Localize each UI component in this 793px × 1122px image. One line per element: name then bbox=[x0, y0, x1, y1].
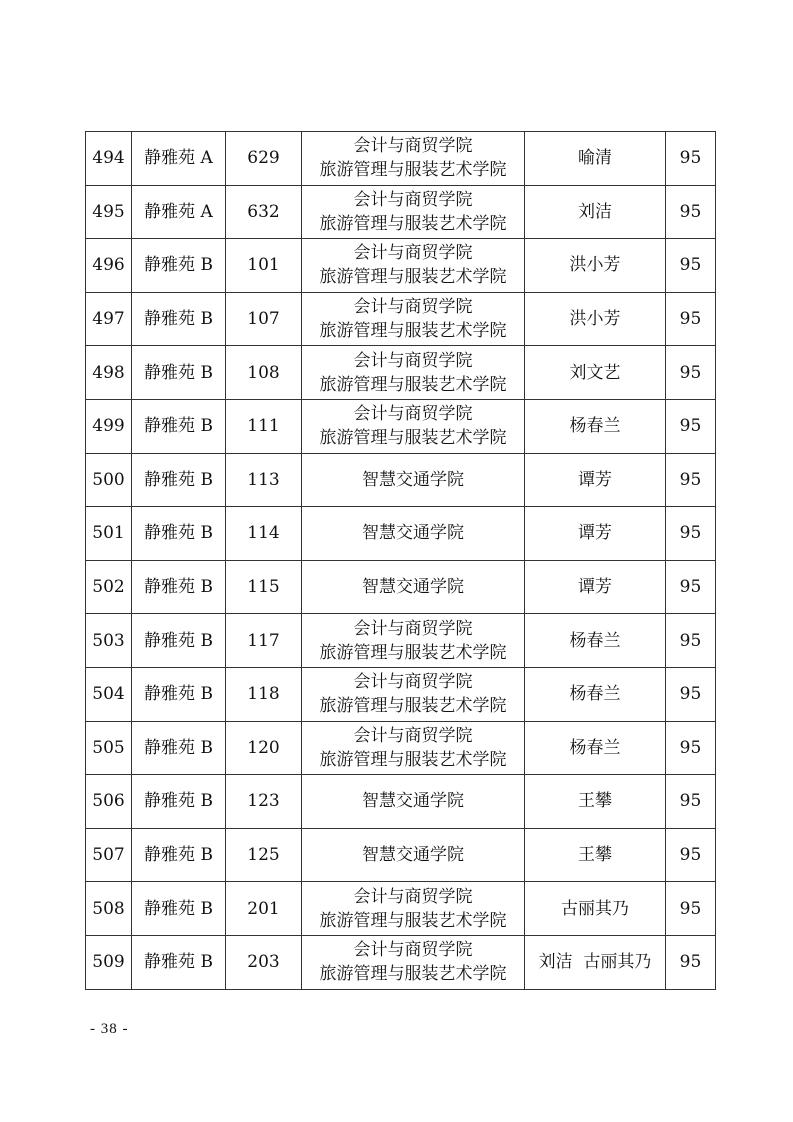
department-line: 旅游管理与服装艺术学院 bbox=[319, 696, 507, 717]
building-cell: 静雅苑 B bbox=[132, 721, 226, 775]
responsible-person-cell: 洪小芳 bbox=[525, 239, 666, 293]
score-cell: 95 bbox=[666, 775, 716, 829]
room-number-cell: 201 bbox=[226, 882, 302, 936]
department-line: 会计与商贸学院 bbox=[353, 618, 473, 639]
department-line: 会计与商贸学院 bbox=[353, 404, 473, 425]
row-number-cell: 503 bbox=[86, 614, 132, 668]
row-number-cell: 500 bbox=[86, 453, 132, 507]
department-cell bbox=[302, 560, 525, 614]
department-cell bbox=[302, 507, 525, 561]
score-cell: 95 bbox=[666, 507, 716, 561]
building-cell: 静雅苑 B bbox=[132, 453, 226, 507]
department-line: 智慧交通学院 bbox=[362, 791, 464, 812]
score-cell: 95 bbox=[666, 560, 716, 614]
building-cell: 静雅苑 A bbox=[132, 132, 226, 186]
score-cell: 95 bbox=[666, 185, 716, 239]
row-number-cell: 504 bbox=[86, 667, 132, 721]
building-cell: 静雅苑 A bbox=[132, 185, 226, 239]
table-row bbox=[86, 185, 716, 239]
score-cell: 95 bbox=[666, 399, 716, 453]
row-number-cell: 496 bbox=[86, 239, 132, 293]
row-number-cell: 501 bbox=[86, 507, 132, 561]
responsible-person-cell: 古丽其乃 bbox=[525, 882, 666, 936]
building-cell: 静雅苑 B bbox=[132, 935, 226, 989]
table-row bbox=[86, 507, 716, 561]
score-cell: 95 bbox=[666, 453, 716, 507]
row-number-cell: 509 bbox=[86, 935, 132, 989]
score-cell: 95 bbox=[666, 667, 716, 721]
row-number-cell: 508 bbox=[86, 882, 132, 936]
table-row bbox=[86, 399, 716, 453]
row-number-cell: 497 bbox=[86, 292, 132, 346]
department-line: 旅游管理与服装艺术学院 bbox=[319, 964, 507, 985]
department-line: 智慧交通学院 bbox=[362, 469, 464, 490]
row-number-cell: 502 bbox=[86, 560, 132, 614]
building-cell: 静雅苑 B bbox=[132, 239, 226, 293]
building-cell: 静雅苑 B bbox=[132, 828, 226, 882]
score-cell: 95 bbox=[666, 721, 716, 775]
row-number-cell: 506 bbox=[86, 775, 132, 829]
table-row bbox=[86, 614, 716, 668]
row-number-cell: 498 bbox=[86, 346, 132, 400]
score-cell: 95 bbox=[666, 882, 716, 936]
department-cell bbox=[302, 185, 525, 239]
department-cell bbox=[302, 453, 525, 507]
row-number-cell: 494 bbox=[86, 132, 132, 186]
table-row bbox=[86, 292, 716, 346]
department-line: 旅游管理与服装艺术学院 bbox=[319, 160, 507, 181]
department-line: 会计与商贸学院 bbox=[353, 940, 473, 961]
department-line: 会计与商贸学院 bbox=[353, 136, 473, 157]
building-cell: 静雅苑 B bbox=[132, 346, 226, 400]
room-number-cell: 117 bbox=[226, 614, 302, 668]
department-cell bbox=[302, 132, 525, 186]
table-row bbox=[86, 775, 716, 829]
responsible-person-cell: 杨春兰 bbox=[525, 614, 666, 668]
department-line: 旅游管理与服装艺术学院 bbox=[319, 374, 507, 395]
table-row bbox=[86, 828, 716, 882]
table-row bbox=[86, 132, 716, 186]
room-number-cell: 203 bbox=[226, 935, 302, 989]
department-line: 旅游管理与服装艺术学院 bbox=[319, 749, 507, 770]
department-line: 会计与商贸学院 bbox=[353, 297, 473, 318]
building-cell: 静雅苑 B bbox=[132, 775, 226, 829]
department-line: 会计与商贸学院 bbox=[353, 725, 473, 746]
responsible-person-cell: 谭芳 bbox=[525, 507, 666, 561]
room-number-cell: 125 bbox=[226, 828, 302, 882]
room-number-cell: 632 bbox=[226, 185, 302, 239]
building-cell: 静雅苑 B bbox=[132, 882, 226, 936]
department-line: 会计与商贸学院 bbox=[353, 243, 473, 264]
table-row bbox=[86, 935, 716, 989]
department-line: 旅游管理与服装艺术学院 bbox=[319, 428, 507, 449]
table-row bbox=[86, 346, 716, 400]
building-cell: 静雅苑 B bbox=[132, 399, 226, 453]
department-cell bbox=[302, 399, 525, 453]
department-line: 会计与商贸学院 bbox=[353, 672, 473, 693]
department-line: 智慧交通学院 bbox=[362, 577, 464, 598]
responsible-person-cell: 杨春兰 bbox=[525, 667, 666, 721]
department-line: 会计与商贸学院 bbox=[353, 350, 473, 371]
room-number-cell: 120 bbox=[226, 721, 302, 775]
department-line: 会计与商贸学院 bbox=[353, 189, 473, 210]
department-line: 旅游管理与服装艺术学院 bbox=[319, 910, 507, 931]
department-cell bbox=[302, 775, 525, 829]
room-number-cell: 111 bbox=[226, 399, 302, 453]
score-cell: 95 bbox=[666, 828, 716, 882]
room-number-cell: 113 bbox=[226, 453, 302, 507]
building-cell: 静雅苑 B bbox=[132, 507, 226, 561]
building-cell: 静雅苑 B bbox=[132, 614, 226, 668]
responsible-person-cell: 王攀 bbox=[525, 775, 666, 829]
department-line: 智慧交通学院 bbox=[362, 845, 464, 866]
room-number-cell: 114 bbox=[226, 507, 302, 561]
department-cell bbox=[302, 346, 525, 400]
building-cell: 静雅苑 B bbox=[132, 667, 226, 721]
room-number-cell: 101 bbox=[226, 239, 302, 293]
score-cell: 95 bbox=[666, 292, 716, 346]
department-cell bbox=[302, 239, 525, 293]
department-line: 旅游管理与服装艺术学院 bbox=[319, 213, 507, 234]
department-line: 旅游管理与服装艺术学院 bbox=[319, 642, 507, 663]
responsible-person-cell: 刘洁 bbox=[525, 185, 666, 239]
row-number-cell: 499 bbox=[86, 399, 132, 453]
room-number-cell: 118 bbox=[226, 667, 302, 721]
responsible-person-cell: 王攀 bbox=[525, 828, 666, 882]
responsible-person-cell: 喻清 bbox=[525, 132, 666, 186]
responsible-person-cell: 刘文艺 bbox=[525, 346, 666, 400]
row-number-cell: 505 bbox=[86, 721, 132, 775]
responsible-person-cell: 谭芳 bbox=[525, 560, 666, 614]
room-number-cell: 115 bbox=[226, 560, 302, 614]
score-cell: 95 bbox=[666, 239, 716, 293]
department-cell bbox=[302, 828, 525, 882]
department-cell bbox=[302, 882, 525, 936]
room-number-cell: 123 bbox=[226, 775, 302, 829]
table-row bbox=[86, 560, 716, 614]
dormitory-score-table bbox=[85, 131, 716, 990]
room-number-cell: 108 bbox=[226, 346, 302, 400]
room-number-cell: 107 bbox=[226, 292, 302, 346]
row-number-cell: 495 bbox=[86, 185, 132, 239]
department-cell bbox=[302, 721, 525, 775]
responsible-person-cell: 洪小芳 bbox=[525, 292, 666, 346]
responsible-person-cell: 杨春兰 bbox=[525, 721, 666, 775]
table-row bbox=[86, 721, 716, 775]
table-row bbox=[86, 882, 716, 936]
table-body bbox=[86, 132, 716, 990]
page-number: - 38 - bbox=[90, 1021, 129, 1037]
score-cell: 95 bbox=[666, 346, 716, 400]
score-cell: 95 bbox=[666, 614, 716, 668]
department-cell bbox=[302, 667, 525, 721]
building-cell: 静雅苑 B bbox=[132, 292, 226, 346]
department-line: 旅游管理与服装艺术学院 bbox=[319, 321, 507, 342]
responsible-person-cell: 杨春兰 bbox=[525, 399, 666, 453]
responsible-person-cell: 谭芳 bbox=[525, 453, 666, 507]
building-cell: 静雅苑 B bbox=[132, 560, 226, 614]
room-number-cell: 629 bbox=[226, 132, 302, 186]
department-cell bbox=[302, 935, 525, 989]
table-row bbox=[86, 667, 716, 721]
department-line: 会计与商贸学院 bbox=[353, 886, 473, 907]
table-row bbox=[86, 453, 716, 507]
score-cell: 95 bbox=[666, 132, 716, 186]
score-cell: 95 bbox=[666, 935, 716, 989]
department-cell bbox=[302, 614, 525, 668]
department-cell bbox=[302, 292, 525, 346]
department-line: 旅游管理与服装艺术学院 bbox=[319, 267, 507, 288]
table-row bbox=[86, 239, 716, 293]
responsible-person-cell: 刘洁 古丽其乃 bbox=[525, 935, 666, 989]
department-line: 智慧交通学院 bbox=[362, 523, 464, 544]
row-number-cell: 507 bbox=[86, 828, 132, 882]
